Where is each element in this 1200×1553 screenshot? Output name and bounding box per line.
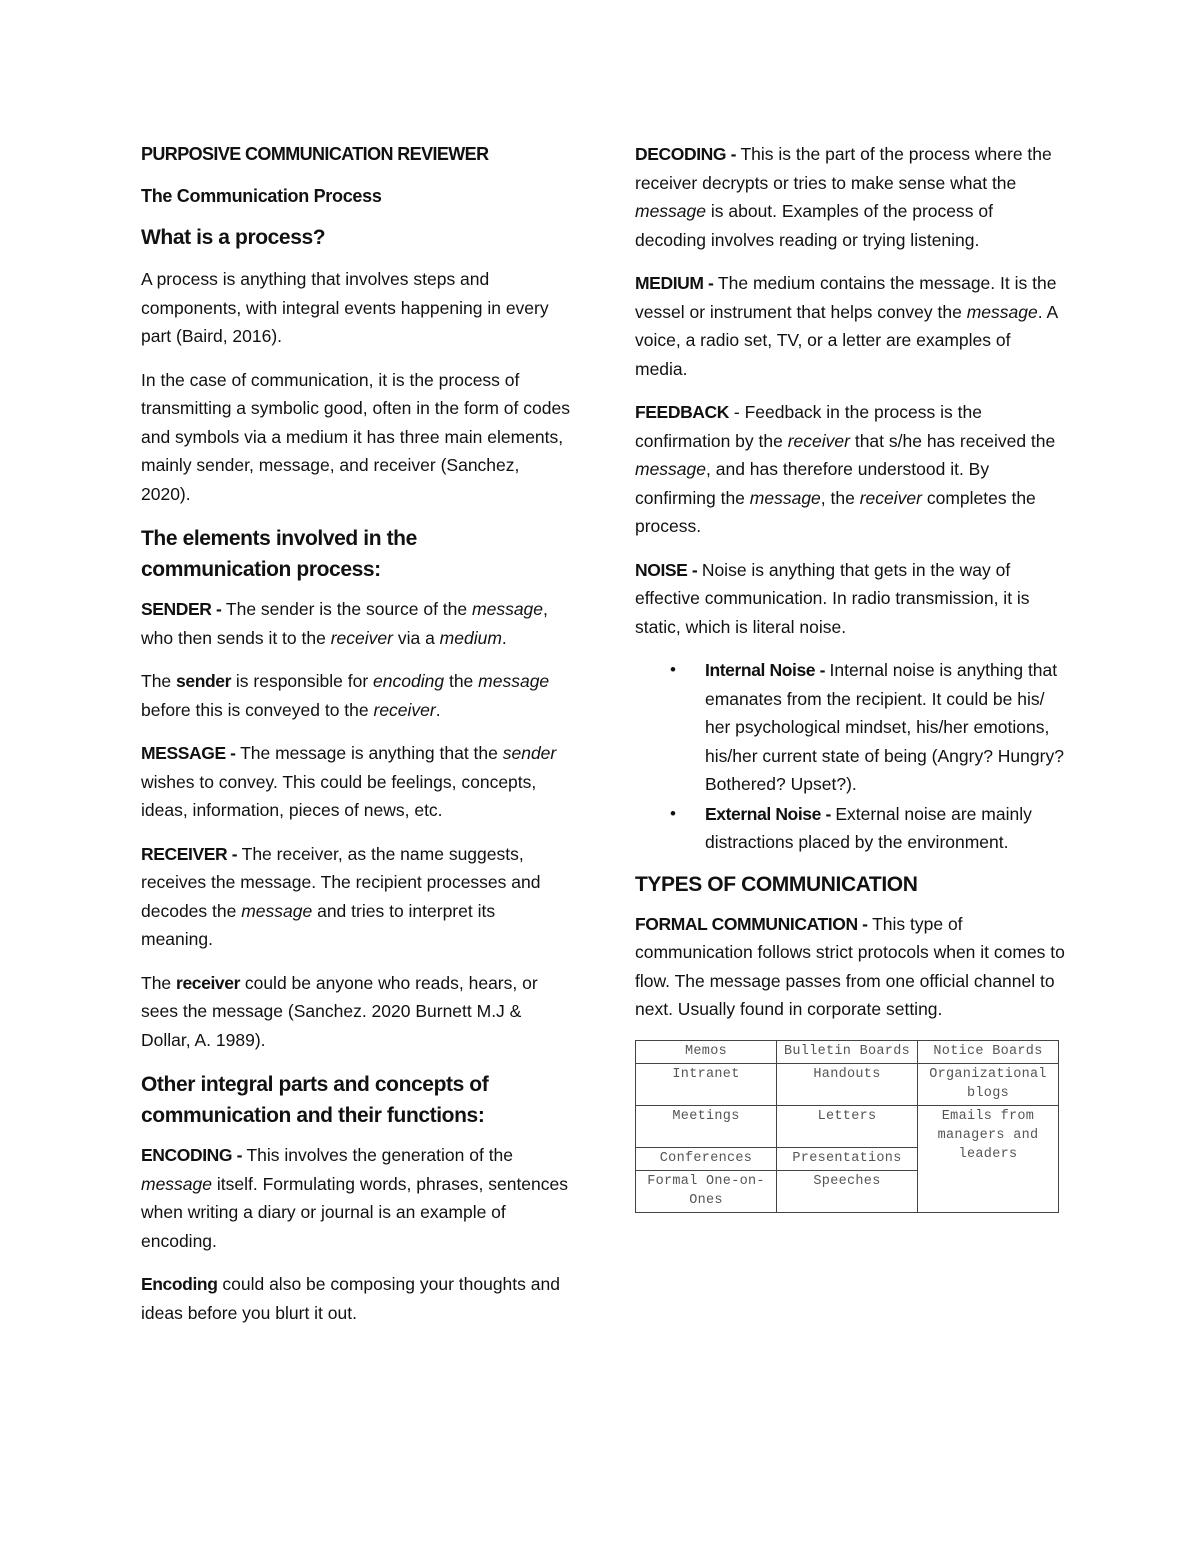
- text: Internal noise is anything that emanates from the recipient. It could be his/ her psychological mindset, his/her emotions, his/her current state of being (Angry? Hungry? Bothered? Upset?).: [705, 660, 1064, 794]
- text: , the: [820, 487, 860, 508]
- text: that s/he has received the: [849, 430, 1056, 451]
- text: The receiver, as the name suggests, receives the message. The recipient processes and decodes the: [141, 843, 541, 921]
- italic-text: sender: [502, 743, 557, 763]
- table-row: [636, 1040, 1059, 1063]
- text: , and has therefore understood it. By confirming the: [635, 459, 990, 508]
- term-external-noise: External Noise -: [705, 803, 836, 824]
- paragraph-message: [141, 739, 571, 825]
- term-noise: NOISE -: [635, 559, 702, 580]
- paragraph-process-definition: A process is anything that involves steps and components, with integral events happening in every part (Baird, 2016).: [141, 269, 549, 346]
- heading-other-parts: Other integral parts and concepts of communication and their functions:: [141, 1073, 489, 1127]
- paragraph-sender: [141, 595, 571, 652]
- term-medium: MEDIUM -: [635, 273, 718, 293]
- table-cell: Intranet: [636, 1063, 777, 1105]
- italic-text: message: [635, 201, 707, 221]
- bold-text: Encoding: [141, 1274, 218, 1294]
- term-message: MESSAGE -: [141, 743, 241, 763]
- text: before this is conveyed to the: [141, 699, 374, 720]
- paragraph-receiver: [141, 840, 571, 954]
- text: , who then sends it to the: [141, 599, 548, 648]
- section-subtitle: The Communication Process: [141, 186, 382, 206]
- document-title: PURPOSIVE COMMUNICATION REVIEWER: [141, 144, 489, 164]
- heading-types-of-communication: TYPES OF COMMUNICATION: [635, 872, 918, 896]
- term-decoding: DECODING -: [635, 144, 741, 164]
- table-cell: Speeches: [777, 1170, 918, 1212]
- term-encoding: ENCODING -: [141, 1145, 247, 1165]
- italic-text: message: [141, 1173, 213, 1194]
- text: could also be composing your thoughts and ideas before you blurt it out.: [141, 1274, 560, 1323]
- text: Noise is anything that gets in the way of effective communication. In radio transmission, it is static, which is literal noise.: [635, 559, 1030, 637]
- table-row: [636, 1063, 1059, 1105]
- italic-text: message: [749, 487, 821, 508]
- paragraph-communication-process: In the case of communication, it is the process of transmitting a symbolic good, often in the form of codes and symbols via a medium it has three main elements, mainly sender, message, and receiver (Sanchez, 2020).: [141, 369, 570, 504]
- term-feedback: FEEDBACK: [635, 402, 730, 422]
- table-cell: Presentations: [777, 1147, 918, 1170]
- text: The medium contains the message. It is the vessel or instrument that helps convey the: [635, 273, 1057, 322]
- paragraph-feedback: [635, 398, 1065, 541]
- paragraph-formal-communication: [635, 910, 1065, 1024]
- text: The: [141, 972, 177, 993]
- italic-text: message: [478, 671, 550, 691]
- italic-text: receiver: [859, 487, 922, 508]
- bold-text: sender: [176, 671, 232, 691]
- text: completes the process.: [635, 487, 1036, 536]
- text: This is the part of the process where the receiver decrypts or tries to make sense what the: [635, 144, 1052, 193]
- paragraph-sender-encoding: [141, 667, 571, 724]
- table-cell: Meetings: [636, 1105, 777, 1147]
- bullet-icon: •: [670, 803, 676, 823]
- italic-text: medium: [439, 627, 502, 648]
- text: is about. Examples of the process of decoding involves reading or trying listening.: [635, 201, 993, 250]
- text: wishes to convey. This could be feelings, concepts, ideas, information, pieces of news, etc.: [141, 771, 537, 820]
- term-sender: SENDER -: [141, 599, 226, 619]
- heading-what-is-process: What is a process?: [141, 226, 326, 249]
- right-column: [635, 140, 1065, 1213]
- italic-text: message: [472, 599, 544, 619]
- italic-text: message: [635, 459, 707, 479]
- text: This involves the generation of the: [246, 1145, 514, 1165]
- italic-text: encoding: [373, 671, 445, 691]
- paragraph-medium: [635, 269, 1065, 383]
- text: is responsible for: [231, 671, 374, 691]
- term-receiver: RECEIVER -: [141, 843, 242, 864]
- text: .: [435, 699, 441, 720]
- italic-text: receiver: [373, 699, 436, 720]
- paragraph-receiver-anyone: [141, 969, 571, 1055]
- text: External noise are mainly distractions placed by the environment.: [705, 803, 1032, 852]
- table-row: [636, 1105, 1059, 1147]
- table-cell: Bulletin Boards: [777, 1040, 918, 1063]
- text: The message is anything that the: [240, 743, 503, 763]
- text: could be anyone who reads, hears, or sees the message (Sanchez. 2020 Burnett M.J & Dollar, A. 1989).: [141, 972, 538, 1050]
- text: .: [501, 627, 507, 648]
- paragraph-encoding: [141, 1141, 571, 1255]
- table-cell: Handouts: [777, 1063, 918, 1105]
- heading-elements: The elements involved in the communication process:: [141, 527, 417, 581]
- text: The sender is the source of the: [225, 599, 473, 619]
- term-formal-communication: FORMAL COMMUNICATION -: [635, 913, 873, 934]
- italic-text: receiver: [330, 627, 393, 648]
- table-cell: Emails from managers and leaders: [918, 1105, 1059, 1212]
- bullet-icon: •: [670, 660, 676, 679]
- list-item-external-noise: [670, 800, 1065, 857]
- paragraph-encoding-compose: [141, 1270, 571, 1327]
- text: The: [141, 671, 177, 691]
- left-column: [141, 140, 571, 1342]
- table-cell: Organizational blogs: [918, 1063, 1059, 1105]
- italic-text: message: [966, 301, 1038, 322]
- table-cell: Conferences: [636, 1147, 777, 1170]
- italic-text: receiver: [787, 430, 850, 451]
- noise-types-list: [635, 656, 1065, 857]
- bold-text: receiver: [176, 972, 240, 993]
- paragraph-noise: [635, 556, 1065, 642]
- text: - Feedback in the process is the confirmation by the: [635, 402, 982, 451]
- formal-channels-table: [635, 1040, 1059, 1213]
- paragraph-decoding: [635, 140, 1065, 254]
- term-internal-noise: Internal Noise -: [705, 660, 830, 680]
- text: the: [444, 671, 479, 691]
- list-item-internal-noise: [670, 656, 1065, 799]
- text: and tries to interpret its meaning.: [141, 900, 496, 949]
- italic-text: message: [241, 900, 313, 921]
- table-cell: Memos: [636, 1040, 777, 1063]
- table-cell: Notice Boards: [918, 1040, 1059, 1063]
- table-cell: Formal One-on-Ones: [636, 1170, 777, 1212]
- text: itself. Formulating words, phrases, sentences when writing a diary or journal is an example of encoding.: [141, 1173, 569, 1251]
- table-cell: Letters: [777, 1105, 918, 1147]
- text: via a: [392, 627, 440, 648]
- text: . A voice, a radio set, TV, or a letter are examples of media.: [635, 301, 1058, 379]
- text: This type of communication follows strict protocols when it comes to flow. The message passes from one official channel to next. Usually found in corporate setting.: [635, 913, 1065, 1019]
